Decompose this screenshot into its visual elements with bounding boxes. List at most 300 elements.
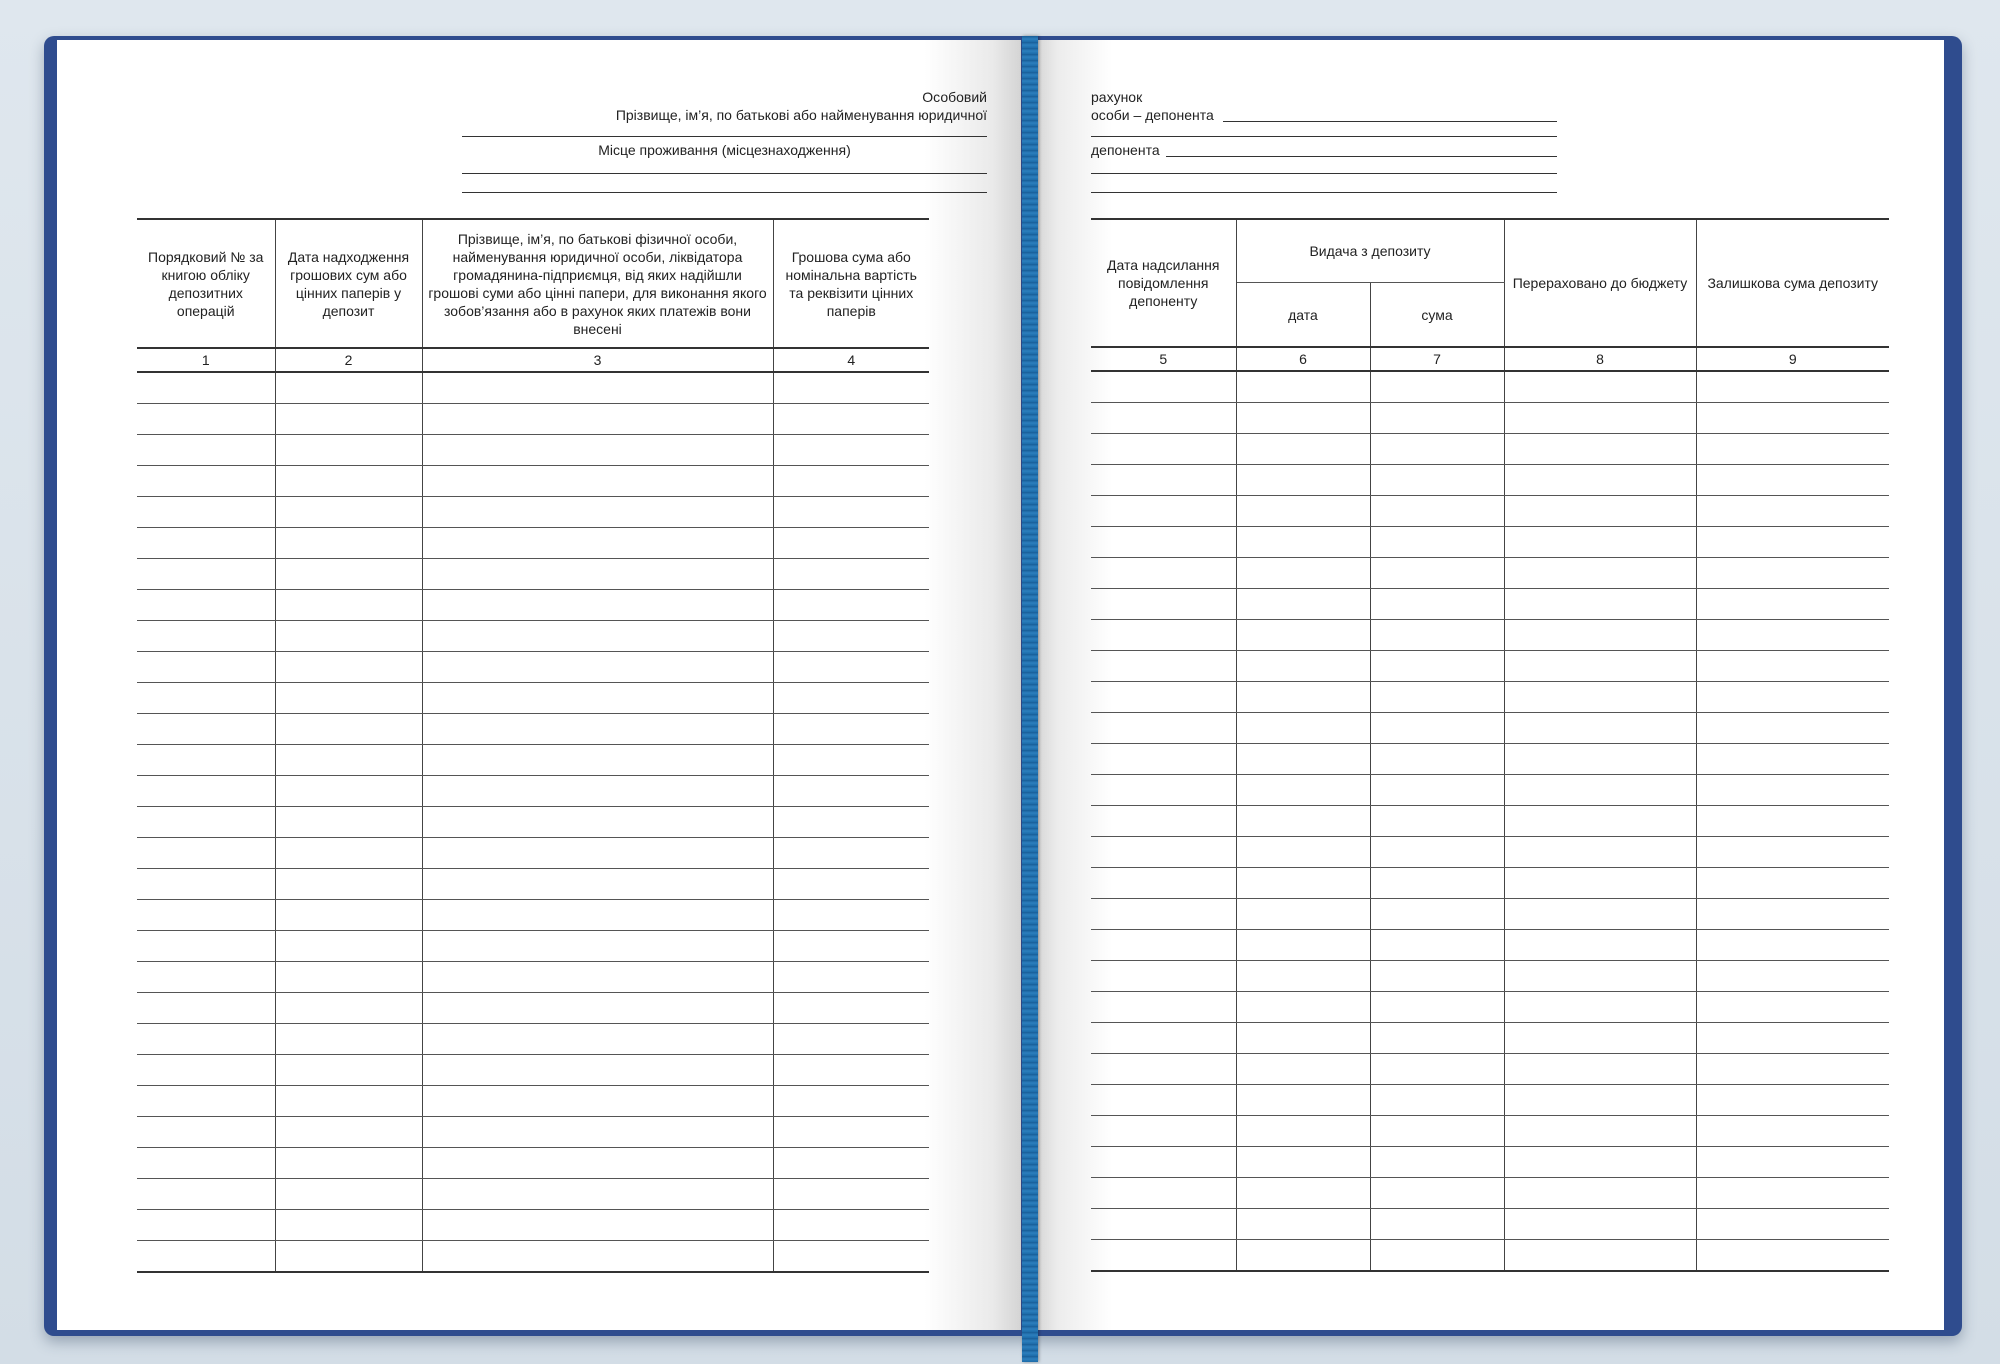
table-cell[interactable] bbox=[275, 900, 422, 931]
table-row bbox=[137, 590, 929, 621]
table-row bbox=[1091, 868, 1889, 899]
table-cell[interactable] bbox=[422, 1055, 773, 1086]
table-cell[interactable] bbox=[1091, 868, 1236, 899]
table-cell[interactable] bbox=[1504, 1054, 1696, 1085]
table-cell[interactable] bbox=[137, 652, 275, 683]
table-cell[interactable] bbox=[1370, 868, 1504, 899]
table-cell[interactable] bbox=[773, 683, 929, 714]
table-cell[interactable] bbox=[422, 1086, 773, 1117]
table-cell[interactable] bbox=[137, 714, 275, 745]
table-cell[interactable] bbox=[137, 404, 275, 435]
table-cell[interactable] bbox=[137, 1055, 275, 1086]
table-cell[interactable] bbox=[1236, 1054, 1370, 1085]
table-cell[interactable] bbox=[1370, 1209, 1504, 1240]
table-row bbox=[1091, 930, 1889, 961]
table-cell[interactable] bbox=[275, 714, 422, 745]
table-cell[interactable] bbox=[1236, 1085, 1370, 1116]
table-cell[interactable] bbox=[1370, 620, 1504, 651]
table-cell[interactable] bbox=[1696, 930, 1889, 961]
table-cell[interactable] bbox=[773, 993, 929, 1024]
table-cell[interactable] bbox=[1236, 868, 1370, 899]
table-cell[interactable] bbox=[422, 993, 773, 1024]
table-cell[interactable] bbox=[275, 621, 422, 652]
table-cell[interactable] bbox=[1236, 930, 1370, 961]
table-cell[interactable] bbox=[1091, 1178, 1236, 1209]
table-cell[interactable] bbox=[1091, 434, 1236, 465]
table-cell[interactable] bbox=[1696, 651, 1889, 682]
table-row bbox=[137, 838, 929, 869]
column-header: Залишкова сума депозиту bbox=[1696, 219, 1889, 347]
table-cell[interactable] bbox=[1370, 527, 1504, 558]
table-cell[interactable] bbox=[275, 1055, 422, 1086]
table-cell[interactable] bbox=[1696, 496, 1889, 527]
bookmark-ribbon bbox=[1022, 36, 1038, 1362]
table-cell[interactable] bbox=[773, 776, 929, 807]
table-cell[interactable] bbox=[1370, 465, 1504, 496]
table-cell[interactable] bbox=[773, 807, 929, 838]
table-cell[interactable] bbox=[1504, 1023, 1696, 1054]
table-cell[interactable] bbox=[1504, 651, 1696, 682]
table-row bbox=[137, 404, 929, 435]
table-cell[interactable] bbox=[137, 1148, 275, 1179]
table-cell[interactable] bbox=[137, 745, 275, 776]
table-cell[interactable] bbox=[1370, 1023, 1504, 1054]
table-row bbox=[137, 1024, 929, 1055]
table-cell[interactable] bbox=[1091, 651, 1236, 682]
right-page bbox=[1030, 40, 1944, 1330]
table-cell[interactable] bbox=[1236, 837, 1370, 868]
table-cell[interactable] bbox=[422, 1117, 773, 1148]
table-cell[interactable] bbox=[422, 466, 773, 497]
table-cell[interactable] bbox=[422, 962, 773, 993]
table-cell[interactable] bbox=[137, 1241, 275, 1273]
table-cell[interactable] bbox=[137, 683, 275, 714]
table-cell[interactable] bbox=[137, 1086, 275, 1117]
table-cell[interactable] bbox=[773, 1117, 929, 1148]
table-cell[interactable] bbox=[773, 404, 929, 435]
table-cell[interactable] bbox=[1091, 961, 1236, 992]
table-header-row bbox=[1091, 219, 1889, 283]
table-cell[interactable] bbox=[275, 372, 422, 404]
table-cell[interactable] bbox=[1504, 589, 1696, 620]
table-cell[interactable] bbox=[137, 1179, 275, 1210]
table-cell[interactable] bbox=[1091, 1054, 1236, 1085]
header-line-2: особи – депонента bbox=[1091, 107, 1214, 123]
table-cell[interactable] bbox=[1696, 403, 1889, 434]
table-cell[interactable] bbox=[1236, 1147, 1370, 1178]
table-cell[interactable] bbox=[275, 1117, 422, 1148]
table-cell[interactable] bbox=[1236, 744, 1370, 775]
table-cell[interactable] bbox=[1236, 775, 1370, 806]
table-cell[interactable] bbox=[137, 497, 275, 528]
table-cell[interactable] bbox=[1696, 558, 1889, 589]
table-cell[interactable] bbox=[275, 807, 422, 838]
table-row bbox=[137, 745, 929, 776]
table-cell[interactable] bbox=[1504, 1085, 1696, 1116]
table-cell[interactable] bbox=[1370, 1178, 1504, 1209]
table-cell[interactable] bbox=[275, 1024, 422, 1055]
table-cell[interactable] bbox=[422, 372, 773, 404]
table-cell[interactable] bbox=[773, 1024, 929, 1055]
table-cell[interactable] bbox=[1696, 837, 1889, 868]
table-cell[interactable] bbox=[1504, 961, 1696, 992]
table-cell[interactable] bbox=[1504, 496, 1696, 527]
table-cell[interactable] bbox=[137, 466, 275, 497]
table-cell[interactable] bbox=[1236, 806, 1370, 837]
table-cell[interactable] bbox=[137, 776, 275, 807]
table-cell[interactable] bbox=[1091, 992, 1236, 1023]
table-cell[interactable] bbox=[422, 1024, 773, 1055]
table-cell[interactable] bbox=[1504, 806, 1696, 837]
table-cell[interactable] bbox=[1696, 465, 1889, 496]
table-cell[interactable] bbox=[275, 1179, 422, 1210]
table-cell[interactable] bbox=[422, 435, 773, 466]
table-cell[interactable] bbox=[773, 745, 929, 776]
table-cell[interactable] bbox=[773, 1055, 929, 1086]
column-header: Перераховано до бюджету bbox=[1504, 219, 1696, 347]
table-cell[interactable] bbox=[1236, 371, 1370, 403]
table-cell[interactable] bbox=[1696, 371, 1889, 403]
table-cell[interactable] bbox=[1696, 1023, 1889, 1054]
table-header-row bbox=[137, 219, 929, 348]
table-cell[interactable] bbox=[422, 776, 773, 807]
table-cell[interactable] bbox=[1091, 1116, 1236, 1147]
table-cell[interactable] bbox=[1370, 682, 1504, 713]
table-cell[interactable] bbox=[773, 1148, 929, 1179]
table-cell[interactable] bbox=[1504, 899, 1696, 930]
table-cell[interactable] bbox=[1696, 961, 1889, 992]
table-cell[interactable] bbox=[1504, 744, 1696, 775]
column-number-row bbox=[137, 348, 929, 372]
table-cell[interactable] bbox=[275, 466, 422, 497]
table-cell[interactable] bbox=[1091, 1240, 1236, 1272]
table-cell[interactable] bbox=[422, 745, 773, 776]
table-cell[interactable] bbox=[1236, 589, 1370, 620]
table-cell[interactable] bbox=[773, 838, 929, 869]
table-cell[interactable] bbox=[137, 621, 275, 652]
table-cell[interactable] bbox=[1370, 713, 1504, 744]
table-cell[interactable] bbox=[1504, 868, 1696, 899]
table-cell[interactable] bbox=[137, 1210, 275, 1241]
table-row bbox=[1091, 371, 1889, 403]
table-cell[interactable] bbox=[422, 1148, 773, 1179]
header-underline bbox=[462, 173, 987, 174]
table-cell[interactable] bbox=[422, 652, 773, 683]
table-cell[interactable] bbox=[422, 1179, 773, 1210]
table-cell[interactable] bbox=[275, 962, 422, 993]
table-cell[interactable] bbox=[275, 776, 422, 807]
table-cell[interactable] bbox=[275, 838, 422, 869]
table-cell[interactable] bbox=[275, 1241, 422, 1273]
column-number: 1 bbox=[137, 348, 275, 372]
table-cell[interactable] bbox=[1504, 992, 1696, 1023]
table-cell[interactable] bbox=[1504, 403, 1696, 434]
table-cell[interactable] bbox=[1236, 1209, 1370, 1240]
table-cell[interactable] bbox=[773, 962, 929, 993]
table-cell[interactable] bbox=[1236, 527, 1370, 558]
table-cell[interactable] bbox=[1091, 775, 1236, 806]
table-cell[interactable] bbox=[422, 497, 773, 528]
table-cell[interactable] bbox=[1696, 744, 1889, 775]
table-cell[interactable] bbox=[1091, 837, 1236, 868]
table-cell[interactable] bbox=[275, 745, 422, 776]
table-cell[interactable] bbox=[1370, 1240, 1504, 1272]
table-cell[interactable] bbox=[1696, 1209, 1889, 1240]
table-cell[interactable] bbox=[275, 590, 422, 621]
table-cell[interactable] bbox=[137, 931, 275, 962]
table-cell[interactable] bbox=[137, 559, 275, 590]
table-cell[interactable] bbox=[1504, 1147, 1696, 1178]
table-cell[interactable] bbox=[422, 559, 773, 590]
table-cell[interactable] bbox=[1091, 1147, 1236, 1178]
table-cell[interactable] bbox=[1091, 465, 1236, 496]
table-cell[interactable] bbox=[773, 372, 929, 404]
table-cell[interactable] bbox=[1370, 775, 1504, 806]
table-cell[interactable] bbox=[1370, 899, 1504, 930]
table-cell[interactable] bbox=[1091, 620, 1236, 651]
table-cell[interactable] bbox=[1091, 589, 1236, 620]
table-cell[interactable] bbox=[422, 838, 773, 869]
table-cell[interactable] bbox=[275, 1210, 422, 1241]
table-cell[interactable] bbox=[1370, 1116, 1504, 1147]
table-cell[interactable] bbox=[1236, 496, 1370, 527]
table-cell[interactable] bbox=[1091, 806, 1236, 837]
table-cell[interactable] bbox=[275, 993, 422, 1024]
table-cell[interactable] bbox=[1696, 1178, 1889, 1209]
table-cell[interactable] bbox=[137, 372, 275, 404]
table-cell[interactable] bbox=[1091, 1023, 1236, 1054]
table-cell[interactable] bbox=[422, 931, 773, 962]
table-row bbox=[137, 776, 929, 807]
table-cell[interactable] bbox=[137, 528, 275, 559]
table-cell[interactable] bbox=[773, 621, 929, 652]
table-cell[interactable] bbox=[1504, 1209, 1696, 1240]
table-row bbox=[137, 1055, 929, 1086]
table-cell[interactable] bbox=[1504, 1116, 1696, 1147]
table-cell[interactable] bbox=[1370, 930, 1504, 961]
table-cell[interactable] bbox=[1696, 1054, 1889, 1085]
table-cell[interactable] bbox=[1370, 806, 1504, 837]
header-line-1: рахунок bbox=[1091, 89, 1143, 105]
table-cell[interactable] bbox=[1370, 434, 1504, 465]
table-cell[interactable] bbox=[1236, 1116, 1370, 1147]
header-line-3: Місце проживання (місцезнаходження) bbox=[598, 142, 851, 158]
table-cell[interactable] bbox=[137, 1117, 275, 1148]
table-cell[interactable] bbox=[773, 435, 929, 466]
table-row bbox=[137, 435, 929, 466]
table-cell[interactable] bbox=[275, 559, 422, 590]
table-row bbox=[1091, 899, 1889, 930]
table-cell[interactable] bbox=[422, 683, 773, 714]
table-cell[interactable] bbox=[1370, 837, 1504, 868]
table-cell[interactable] bbox=[1091, 403, 1236, 434]
table-cell[interactable] bbox=[137, 962, 275, 993]
table-row bbox=[1091, 651, 1889, 682]
table-cell[interactable] bbox=[1696, 589, 1889, 620]
table-row bbox=[137, 1241, 929, 1273]
table-cell[interactable] bbox=[773, 1210, 929, 1241]
table-cell[interactable] bbox=[1236, 1178, 1370, 1209]
table-cell[interactable] bbox=[1091, 496, 1236, 527]
table-cell[interactable] bbox=[275, 435, 422, 466]
table-cell[interactable] bbox=[1091, 744, 1236, 775]
table-cell[interactable] bbox=[1696, 806, 1889, 837]
table-cell[interactable] bbox=[773, 900, 929, 931]
table-cell[interactable] bbox=[1504, 930, 1696, 961]
table-cell[interactable] bbox=[773, 1179, 929, 1210]
table-cell[interactable] bbox=[1236, 961, 1370, 992]
table-row bbox=[1091, 1054, 1889, 1085]
table-cell[interactable] bbox=[773, 528, 929, 559]
table-cell[interactable] bbox=[422, 869, 773, 900]
table-cell[interactable] bbox=[137, 807, 275, 838]
table-cell[interactable] bbox=[275, 683, 422, 714]
table-cell[interactable] bbox=[773, 466, 929, 497]
table-cell[interactable] bbox=[1696, 899, 1889, 930]
table-cell[interactable] bbox=[1504, 837, 1696, 868]
table-cell[interactable] bbox=[137, 590, 275, 621]
table-row bbox=[137, 497, 929, 528]
table-cell[interactable] bbox=[422, 900, 773, 931]
header-underline bbox=[1091, 192, 1557, 193]
table-cell[interactable] bbox=[137, 838, 275, 869]
table-cell[interactable] bbox=[275, 931, 422, 962]
table-cell[interactable] bbox=[1696, 775, 1889, 806]
table-cell[interactable] bbox=[1370, 558, 1504, 589]
table-cell[interactable] bbox=[1504, 713, 1696, 744]
table-row bbox=[1091, 744, 1889, 775]
table-cell[interactable] bbox=[1370, 1085, 1504, 1116]
table-cell[interactable] bbox=[1696, 1116, 1889, 1147]
table-cell[interactable] bbox=[1236, 713, 1370, 744]
table-cell[interactable] bbox=[773, 1241, 929, 1273]
table-cell[interactable] bbox=[1236, 651, 1370, 682]
table-cell[interactable] bbox=[1236, 434, 1370, 465]
table-cell[interactable] bbox=[1504, 434, 1696, 465]
table-cell[interactable] bbox=[1370, 403, 1504, 434]
table-cell[interactable] bbox=[275, 528, 422, 559]
header-line-3: депонента bbox=[1091, 142, 1160, 158]
table-cell[interactable] bbox=[275, 1148, 422, 1179]
table-cell[interactable] bbox=[1504, 465, 1696, 496]
table-cell[interactable] bbox=[1370, 961, 1504, 992]
table-cell[interactable] bbox=[1236, 1023, 1370, 1054]
table-cell[interactable] bbox=[1091, 713, 1236, 744]
table-cell[interactable] bbox=[1236, 1240, 1370, 1272]
table-cell[interactable] bbox=[773, 869, 929, 900]
table-cell[interactable] bbox=[1696, 868, 1889, 899]
table-cell[interactable] bbox=[1091, 930, 1236, 961]
table-cell[interactable] bbox=[1504, 620, 1696, 651]
table-cell[interactable] bbox=[422, 404, 773, 435]
table-cell[interactable] bbox=[1504, 1178, 1696, 1209]
table-row bbox=[137, 372, 929, 404]
table-cell[interactable] bbox=[137, 993, 275, 1024]
table-cell[interactable] bbox=[1696, 682, 1889, 713]
table-cell[interactable] bbox=[1370, 744, 1504, 775]
table-cell[interactable] bbox=[1091, 682, 1236, 713]
table-cell[interactable] bbox=[773, 590, 929, 621]
table-cell[interactable] bbox=[422, 807, 773, 838]
table-cell[interactable] bbox=[1504, 682, 1696, 713]
table-cell[interactable] bbox=[137, 869, 275, 900]
table-cell[interactable] bbox=[1236, 403, 1370, 434]
table-cell[interactable] bbox=[422, 1241, 773, 1273]
table-cell[interactable] bbox=[275, 404, 422, 435]
table-cell[interactable] bbox=[1370, 992, 1504, 1023]
table-cell[interactable] bbox=[1504, 775, 1696, 806]
table-cell[interactable] bbox=[1091, 558, 1236, 589]
table-cell[interactable] bbox=[1696, 434, 1889, 465]
table-cell[interactable] bbox=[275, 1086, 422, 1117]
table-cell[interactable] bbox=[1236, 899, 1370, 930]
table-cell[interactable] bbox=[1370, 1147, 1504, 1178]
table-cell[interactable] bbox=[1091, 527, 1236, 558]
header-underline bbox=[1091, 136, 1557, 137]
table-cell[interactable] bbox=[137, 900, 275, 931]
table-cell[interactable] bbox=[137, 435, 275, 466]
table-cell[interactable] bbox=[1091, 371, 1236, 403]
table-cell[interactable] bbox=[773, 559, 929, 590]
table-cell[interactable] bbox=[773, 931, 929, 962]
table-cell[interactable] bbox=[1370, 1054, 1504, 1085]
table-cell[interactable] bbox=[1504, 371, 1696, 403]
column-number: 9 bbox=[1696, 347, 1889, 371]
table-cell[interactable] bbox=[1236, 992, 1370, 1023]
table-cell[interactable] bbox=[275, 497, 422, 528]
table-row bbox=[1091, 434, 1889, 465]
table-cell[interactable] bbox=[422, 714, 773, 745]
table-cell[interactable] bbox=[422, 590, 773, 621]
table-cell[interactable] bbox=[1504, 558, 1696, 589]
table-cell[interactable] bbox=[773, 497, 929, 528]
table-cell[interactable] bbox=[422, 621, 773, 652]
table-cell[interactable] bbox=[1696, 713, 1889, 744]
table-cell[interactable] bbox=[422, 1210, 773, 1241]
table-cell[interactable] bbox=[1696, 1085, 1889, 1116]
table-cell[interactable] bbox=[1236, 558, 1370, 589]
table-cell[interactable] bbox=[1370, 651, 1504, 682]
table-cell[interactable] bbox=[773, 714, 929, 745]
table-cell[interactable] bbox=[1236, 620, 1370, 651]
table-cell[interactable] bbox=[275, 652, 422, 683]
table-cell[interactable] bbox=[1696, 992, 1889, 1023]
table-cell[interactable] bbox=[275, 869, 422, 900]
table-cell[interactable] bbox=[1504, 527, 1696, 558]
table-cell[interactable] bbox=[1091, 1209, 1236, 1240]
table-cell[interactable] bbox=[1696, 527, 1889, 558]
table-cell[interactable] bbox=[773, 1086, 929, 1117]
table-cell[interactable] bbox=[773, 652, 929, 683]
table-cell[interactable] bbox=[1091, 1085, 1236, 1116]
table-cell[interactable] bbox=[1236, 465, 1370, 496]
column-header: Дата надсилання повідомлення депоненту bbox=[1091, 219, 1236, 347]
table-cell[interactable] bbox=[1370, 496, 1504, 527]
table-cell[interactable] bbox=[422, 528, 773, 559]
table-cell[interactable] bbox=[1696, 1240, 1889, 1272]
table-cell[interactable] bbox=[1370, 371, 1504, 403]
table-cell[interactable] bbox=[1236, 682, 1370, 713]
table-row bbox=[137, 1179, 929, 1210]
table-row bbox=[137, 559, 929, 590]
table-cell[interactable] bbox=[1091, 899, 1236, 930]
table-cell[interactable] bbox=[1696, 620, 1889, 651]
table-cell[interactable] bbox=[1370, 589, 1504, 620]
table-cell[interactable] bbox=[137, 1024, 275, 1055]
table-row bbox=[1091, 1178, 1889, 1209]
table-cell[interactable] bbox=[1504, 1240, 1696, 1272]
table-cell[interactable] bbox=[1696, 1147, 1889, 1178]
